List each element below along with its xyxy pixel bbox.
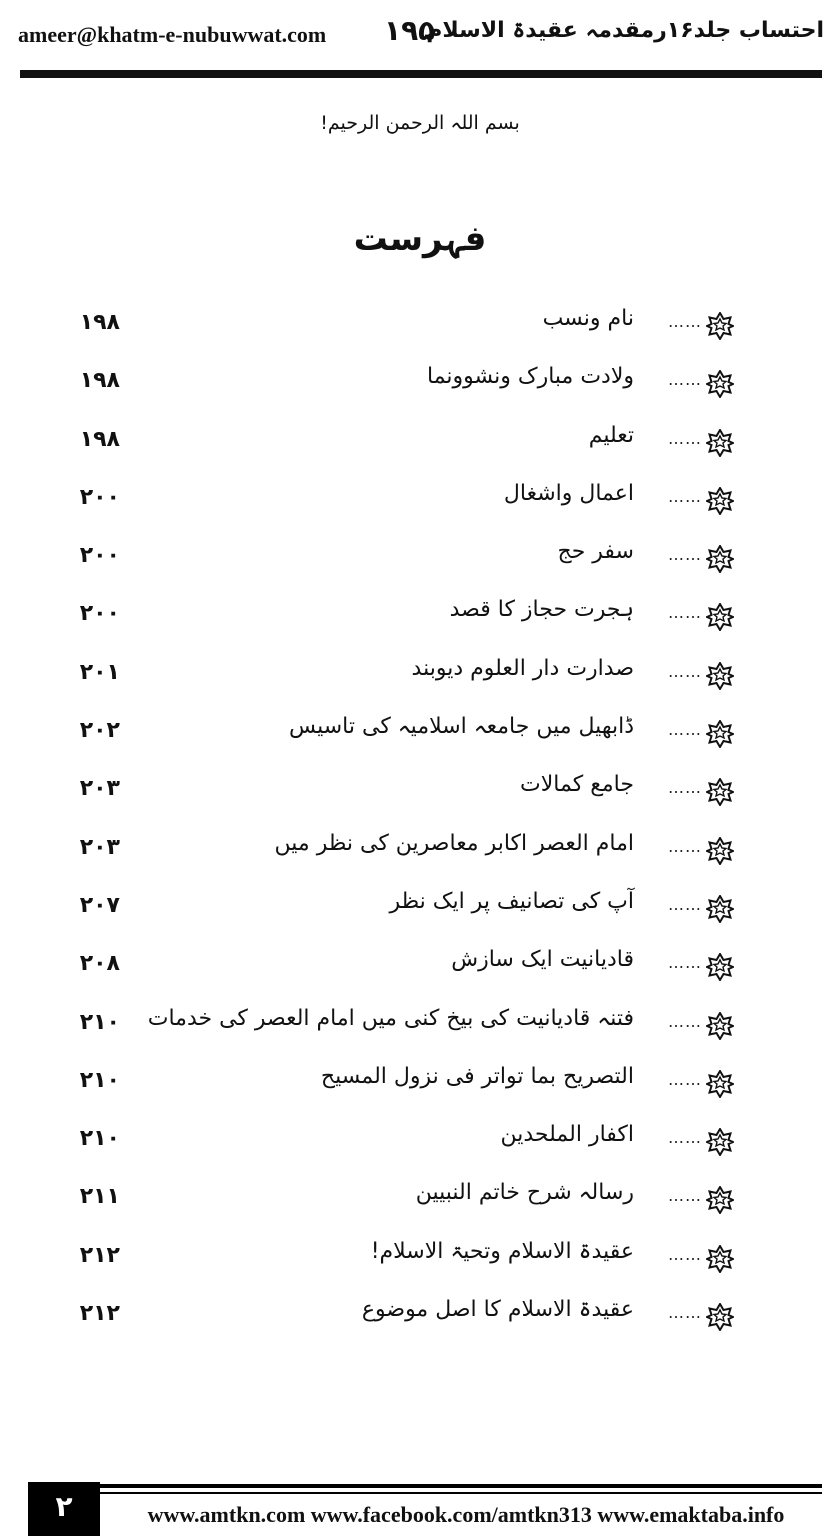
toc-item-page: ۱۹۸ — [79, 368, 120, 394]
table-of-contents — [0, 298, 840, 1347]
toc-leader: …… — [668, 1303, 702, 1323]
footer-page-number: ۲ — [55, 1490, 73, 1523]
toc-leader: …… — [668, 312, 702, 331]
toc-item-label: ڈابھیل میں جامعہ اسلامیہ کی تاسیس — [289, 714, 634, 740]
toc-row — [0, 531, 840, 589]
toc-leader: …… — [668, 545, 702, 565]
toc-item-label: اعمال واشغال — [503, 480, 634, 506]
toc-item-label: ولادت مبارک ونشوونما — [426, 364, 634, 390]
footer-rule — [100, 1484, 822, 1488]
toc-leader: …… — [668, 953, 702, 973]
header-book-title: احتساب جلد۱۶رمقدمہ عقیدۃ الاسلام — [426, 18, 824, 43]
toc-item-label: امام العصر اکابر معاصرین کی نظر میں — [274, 830, 634, 856]
toc-row — [0, 589, 840, 647]
toc-item-label: نام ونسب — [542, 306, 634, 331]
toc-item-label: آپ کی تصانیف پر ایک نظر — [389, 888, 634, 914]
toc-item-label: عقیدۃ الاسلام کا اصل موضوع — [361, 1297, 634, 1323]
star-icon — [706, 1303, 734, 1331]
toc-row — [0, 1289, 840, 1347]
toc-item-page: ۲۰۰ — [79, 543, 120, 569]
toc-row — [0, 764, 840, 822]
toc-item-page: ۱۹۸ — [79, 426, 120, 452]
toc-item-label: رسالہ شرح خاتم النبیین — [415, 1180, 634, 1206]
toc-item-label: التصریح بما تواتر فی نزول المسیح — [320, 1063, 634, 1089]
toc-item-page: ۲۰۳ — [79, 834, 120, 860]
header-rule — [20, 70, 822, 78]
toc-leader: …… — [668, 428, 702, 448]
toc-leader: …… — [668, 370, 702, 390]
header-email: ameer@khatm-e-nubuwwat.com — [18, 22, 327, 47]
toc-leader: …… — [668, 603, 702, 623]
toc-item-label: فتنہ قادیانیت کی بیخ کنی میں امام العصر کی خدمات — [147, 1005, 634, 1031]
toc-row — [0, 998, 840, 1056]
toc-item-page: ۲۱۲ — [79, 1301, 120, 1327]
toc-item-label: اکفار الملحدین — [500, 1122, 634, 1148]
star-icon — [706, 487, 734, 515]
page-footer — [0, 1470, 840, 1540]
header-page-number: ۱۹۵ — [384, 14, 436, 47]
toc-leader: …… — [668, 1011, 702, 1031]
toc-item-page: ۱۹۸ — [79, 310, 120, 335]
toc-item-page: ۲۰۲ — [79, 718, 120, 744]
toc-leader: …… — [668, 1186, 702, 1206]
toc-item-page: ۲۰۰ — [79, 601, 120, 627]
star-icon — [706, 312, 734, 340]
bismillah: بسم اللہ الرحمن الرحیم! — [320, 112, 520, 134]
toc-row — [0, 648, 840, 706]
toc-item-page: ۲۱۱ — [79, 1184, 120, 1210]
toc-item-page: ۲۰۱ — [79, 659, 120, 685]
toc-row — [0, 298, 840, 356]
toc-leader: …… — [668, 894, 702, 914]
star-icon — [706, 953, 734, 981]
toc-row — [0, 1231, 840, 1289]
toc-row — [0, 473, 840, 531]
star-icon — [706, 662, 734, 690]
footer-links: www.amtkn.com www.facebook.com/amtkn313 www.emaktaba.info — [147, 1502, 785, 1527]
toc-row — [0, 706, 840, 764]
star-icon — [706, 1245, 734, 1273]
toc-item-page: ۲۱۰ — [79, 1067, 120, 1093]
toc-leader: …… — [668, 836, 702, 856]
star-icon — [706, 778, 734, 806]
star-icon — [706, 1128, 734, 1156]
star-icon — [706, 1070, 734, 1098]
footer-rule-thin — [100, 1492, 822, 1494]
toc-item-page: ۲۰۳ — [79, 776, 120, 802]
star-icon — [706, 545, 734, 573]
toc-item-label: عقیدۃ الاسلام وتحیۃ الاسلام! — [370, 1238, 634, 1264]
toc-row — [0, 939, 840, 997]
toc-item-page: ۲۱۰ — [79, 1009, 120, 1035]
star-icon — [706, 370, 734, 398]
toc-item-label: ہجرت حجاز کا قصد — [449, 597, 634, 623]
star-icon — [706, 603, 734, 631]
star-icon — [706, 1186, 734, 1214]
toc-row — [0, 1056, 840, 1114]
toc-row — [0, 881, 840, 939]
toc-row — [0, 823, 840, 881]
toc-row — [0, 415, 840, 473]
toc-leader: …… — [668, 778, 702, 798]
toc-item-page: ۲۰۰ — [79, 484, 120, 510]
toc-item-label: جامع کمالات — [520, 772, 634, 798]
toc-title: فہرست — [353, 219, 487, 259]
toc-leader: …… — [668, 486, 702, 506]
toc-item-page: ۲۰۸ — [79, 951, 120, 977]
toc-leader: …… — [668, 720, 702, 740]
toc-item-label: صدارت دار العلوم دیوبند — [411, 655, 634, 681]
star-icon — [706, 429, 734, 457]
toc-row — [0, 1114, 840, 1172]
toc-leader: …… — [668, 661, 702, 681]
toc-item-page: ۲۱۲ — [79, 1242, 120, 1268]
toc-leader: …… — [668, 1244, 702, 1264]
toc-item-label: قادیانیت ایک سازش — [451, 947, 634, 973]
toc-item-label: تعلیم — [588, 422, 634, 448]
toc-item-label: سفر حج — [557, 539, 634, 565]
star-icon — [706, 895, 734, 923]
page-header — [0, 0, 840, 82]
toc-row — [0, 1172, 840, 1230]
toc-leader: …… — [668, 1069, 702, 1089]
toc-item-page: ۲۰۷ — [79, 892, 120, 918]
toc-leader: …… — [668, 1128, 702, 1148]
star-icon — [706, 720, 734, 748]
toc-item-page: ۲۱۰ — [79, 1126, 120, 1152]
toc-row — [0, 356, 840, 414]
star-icon — [706, 1012, 734, 1040]
footer-page-box — [28, 1482, 100, 1536]
star-icon — [706, 837, 734, 865]
